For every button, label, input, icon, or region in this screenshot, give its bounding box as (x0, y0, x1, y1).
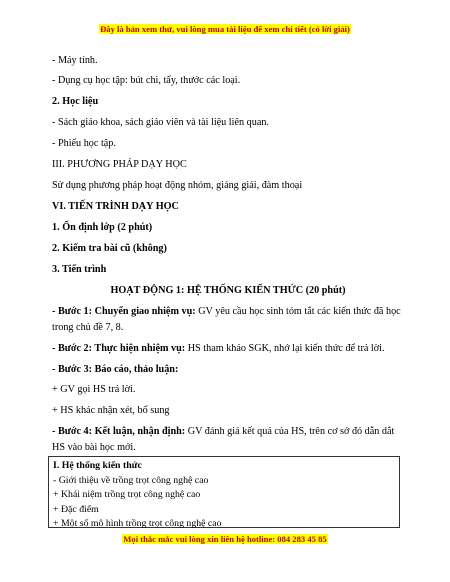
old-lesson-check: 2. Kiểm tra bài cũ (không) (52, 243, 167, 254)
step-2-label: - Bước 2: Thực hiện nhiệm vụ: (52, 343, 186, 354)
summary-item: - Giới thiệu về trồng trọt công nghệ cao (53, 474, 209, 486)
material-worksheet: - Phiếu học tập. (52, 138, 116, 149)
step-3-item-2: + HS khác nhận xét, bổ sung (52, 405, 170, 416)
summary-item: + Đặc điểm (53, 503, 99, 515)
material-books: - Sách giáo khoa, sách giáo viên và tài liệu liên quan. (52, 117, 269, 128)
step-1-text: GV yêu cầu học sinh tóm tắt các kiến thức đã học trong chủ đề 7, 8. (52, 306, 401, 333)
step-1 (52, 304, 404, 335)
preview-notice-text: Đây là bản xem thử, vui lòng mua tài liệu để xem chi tiết (có lời giải) (100, 24, 350, 34)
step-1-label: - Bước 1: Chuyển giao nhiệm vụ: (52, 306, 196, 317)
step-2-text: HS tham khảo SGK, nhớ lại kiến thức để trả lời. (185, 343, 385, 354)
process-heading: VI. TIẾN TRÌNH DẠY HỌC (52, 201, 179, 212)
activity-title: HOẠT ĐỘNG 1: HỆ THỐNG KIẾN THỨC (20 phút) (110, 285, 346, 296)
step-2 (52, 341, 404, 357)
step-4 (52, 424, 404, 455)
step-4-text: GV đánh giá kết quả của HS, trên cơ sở đó dẫn dắt HS vào bài học mới. (52, 426, 395, 453)
material-computer: - Máy tính. (52, 55, 98, 66)
summary-item: + Một số mô hình trồng trọt công nghệ cao (53, 518, 222, 529)
preview-notice-banner (0, 24, 450, 34)
summary-box-title: I. Hệ thống kiến thức (53, 460, 142, 471)
learning-materials-heading: 2. Học liệu (52, 96, 99, 107)
step-3-item-1: + GV gọi HS trả lời. (52, 384, 136, 395)
knowledge-summary-box (48, 456, 400, 528)
class-stabilize: 1. Ổn định lớp (2 phút) (52, 222, 153, 233)
methods-text: Sử dụng phương pháp hoạt động nhóm, giảng giải, đàm thoại (52, 180, 303, 191)
methods-heading: III. PHƯƠNG PHÁP DẠY HỌC (52, 159, 187, 170)
procedure-label: 3. Tiến trình (52, 264, 107, 275)
hotline-notice-banner (0, 534, 450, 544)
material-tools: - Dụng cụ học tập: bút chì, tẩy, thước các loại. (52, 75, 241, 86)
step-3-label: - Bước 3: Báo cáo, thảo luận: (52, 364, 179, 375)
summary-item: + Khái niệm trồng trọt công nghệ cao (53, 489, 201, 500)
step-4-label: - Bước 4: Kết luận, nhận định: (52, 426, 186, 437)
hotline-notice-text: Mọi thắc mắc vui lòng xin liên hệ hotline: 084 283 45 85 (123, 534, 327, 544)
